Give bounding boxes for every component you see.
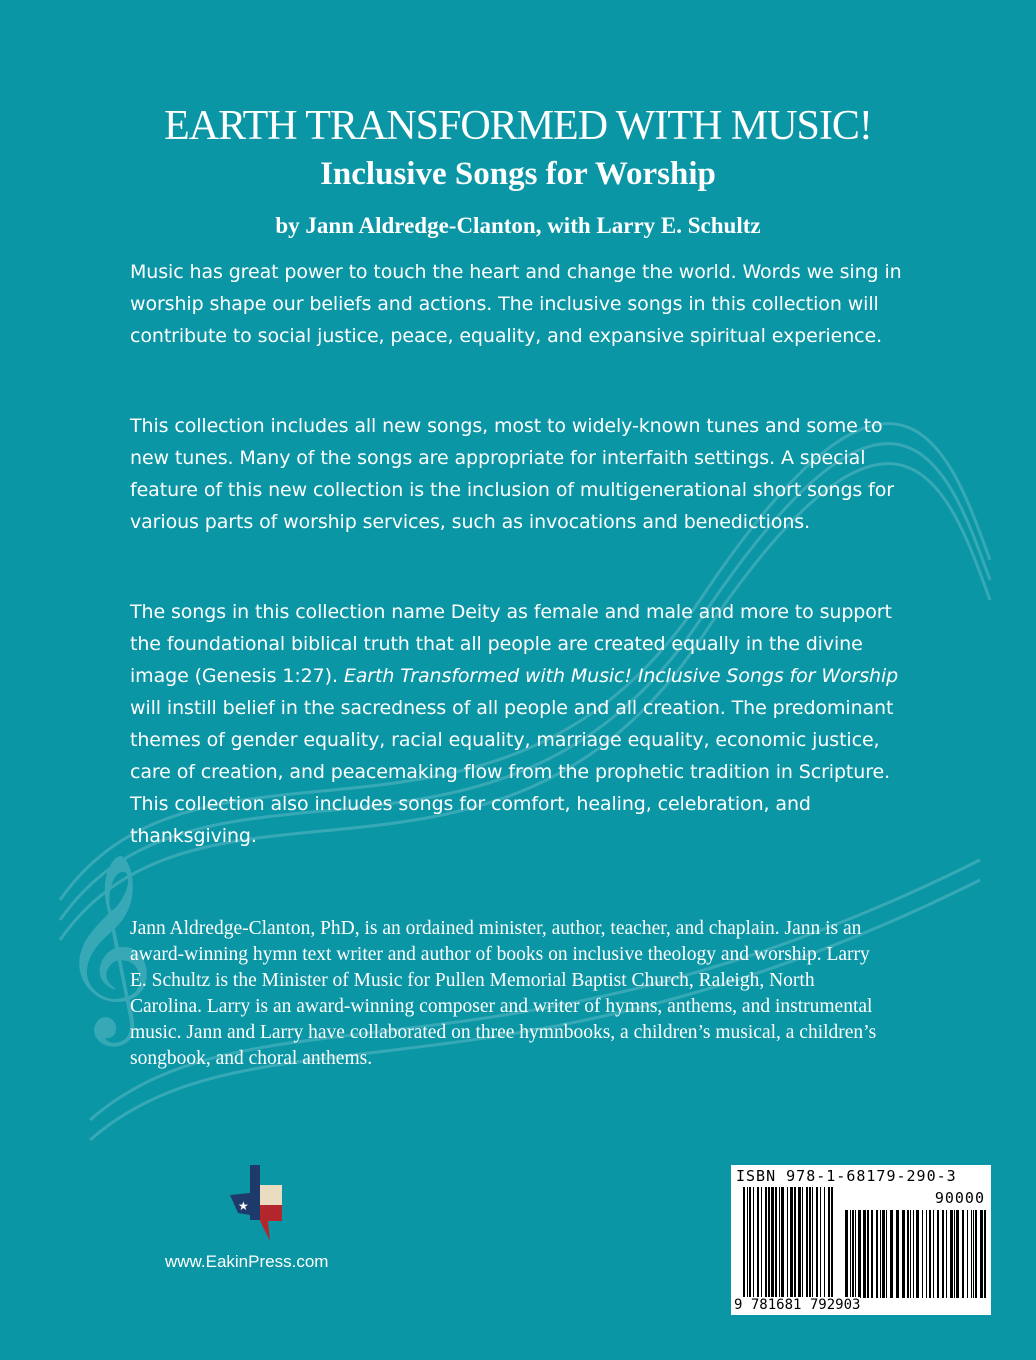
bar: [890, 1210, 893, 1298]
bar: [863, 1210, 866, 1298]
bar: [802, 1187, 803, 1305]
bar: [910, 1210, 911, 1298]
bar: [907, 1210, 909, 1298]
bar: [743, 1187, 745, 1305]
bar: [880, 1210, 881, 1298]
book-subtitle: Inclusive Songs for Worship: [320, 156, 716, 192]
bar: [828, 1187, 830, 1305]
bar: [845, 1210, 848, 1298]
svg-text:𝄞: 𝄞: [60, 851, 155, 1038]
texas-logo-icon: [228, 1165, 308, 1245]
bar: [876, 1210, 878, 1298]
bar: [812, 1187, 813, 1305]
bar: [913, 1210, 914, 1298]
bar: [950, 1210, 953, 1298]
bar: [771, 1187, 774, 1305]
bar: [781, 1187, 784, 1305]
bar: [757, 1187, 759, 1305]
bar: [779, 1187, 780, 1305]
bar: [967, 1210, 968, 1298]
p3-text: The songs in this collection name Deity as female and male and more to support the foundational biblical truth that all people are created equally in the divine image (Genesis 1:27).: [130, 601, 892, 687]
bar: [850, 1210, 851, 1298]
bar: [946, 1210, 947, 1298]
bar: [956, 1210, 959, 1298]
bar: [787, 1187, 788, 1305]
bar: [806, 1187, 808, 1305]
bar: [937, 1210, 939, 1298]
book-title: EARTH TRANSFORMED WITH MUSIC!: [164, 103, 872, 149]
description-paragraph-3: [130, 596, 920, 852]
barcode-digits: 9 781681 792903: [734, 1297, 861, 1313]
bar: [852, 1210, 854, 1298]
svg-text:★: ★: [238, 1199, 249, 1213]
bar: [824, 1187, 825, 1305]
bar: [809, 1187, 811, 1305]
author-byline: by Jann Aldredge-Clanton, with Larry E. Schultz: [275, 213, 761, 238]
bar: [867, 1210, 869, 1298]
price-addon: 90000: [934, 1189, 985, 1207]
bar: [942, 1210, 944, 1298]
bar: [858, 1210, 861, 1298]
bar: [984, 1210, 986, 1298]
bar: [855, 1210, 856, 1298]
bar: [929, 1210, 931, 1298]
bar: [775, 1187, 777, 1305]
bar: [798, 1187, 801, 1305]
bar: [749, 1187, 751, 1305]
book-title-italic: Earth Transformed with Music! Inclusive Songs for Worship: [343, 665, 899, 687]
bar: [922, 1210, 923, 1298]
bar: [761, 1187, 762, 1305]
bar: [980, 1210, 983, 1298]
bar: [882, 1210, 885, 1298]
bar: [871, 1210, 873, 1298]
isbn-barcode: [731, 1165, 991, 1315]
bar: [765, 1187, 767, 1305]
bar: [975, 1210, 977, 1298]
barcode-bars: [731, 1165, 991, 1315]
bar: [747, 1187, 748, 1305]
bar: [768, 1187, 770, 1305]
bar: [916, 1210, 919, 1298]
bar: [831, 1187, 833, 1305]
bar: [896, 1210, 899, 1298]
bar: [820, 1187, 821, 1305]
bar: [954, 1210, 955, 1298]
bar: [753, 1187, 754, 1305]
author-bio: Jann Aldredge-Clanton, PhD, is an ordained minister, author, teacher, and chaplain. Jann is an award-winning hymn text writer and author of books on inclusive theology and worship. Larry E. Schultz is the Minister of Music for Pullen Memorial Baptist Church, Raleigh, North Carolina. Larry is an award-winning composer and writer of hymns, anthems, and instrumental music. Jann and Larry have collaborated on three hymnbooks, a children’s musical, a children’s songbook, and choral anthems.: [130, 918, 877, 1069]
p3-text-end: will instill belief in the sacredness of all people and all creation. The predominant themes of gender equality, racial equality, marriage equality, economic justice, care of creation, and peacemaking flow from the prophetic tradition in Scripture. This collection also includes songs for comfort, healing, celebration, and thanksgiving.: [130, 697, 894, 847]
bar: [971, 1210, 972, 1298]
bar: [886, 1210, 887, 1298]
publisher-url[interactable]: www.EakinPress.com: [165, 1252, 329, 1271]
isbn-text: ISBN 978-1-68179-290-3: [736, 1167, 957, 1185]
bar: [962, 1210, 964, 1298]
bar: [926, 1210, 927, 1298]
description-paragraph-2: This collection includes all new songs, most to widely-known tunes and some to new tunes. Many of the songs are appropriate for interfaith settings. A special feature of this new collection is the inclusion of multigenerational short songs for various parts of worship services, such as invocations and benedictions.: [130, 415, 894, 533]
description-paragraph-1: Music has great power to touch the heart and change the world. Words we sing in worship shape our beliefs and actions. The inclusive songs in this collection will contribute to social justice, peace, equality, and expansive spiritual experience.: [130, 261, 902, 347]
bar: [790, 1187, 793, 1305]
bar: [794, 1187, 796, 1305]
bar: [933, 1210, 934, 1298]
bar: [816, 1187, 818, 1305]
bar: [973, 1210, 974, 1298]
bar: [902, 1210, 905, 1298]
